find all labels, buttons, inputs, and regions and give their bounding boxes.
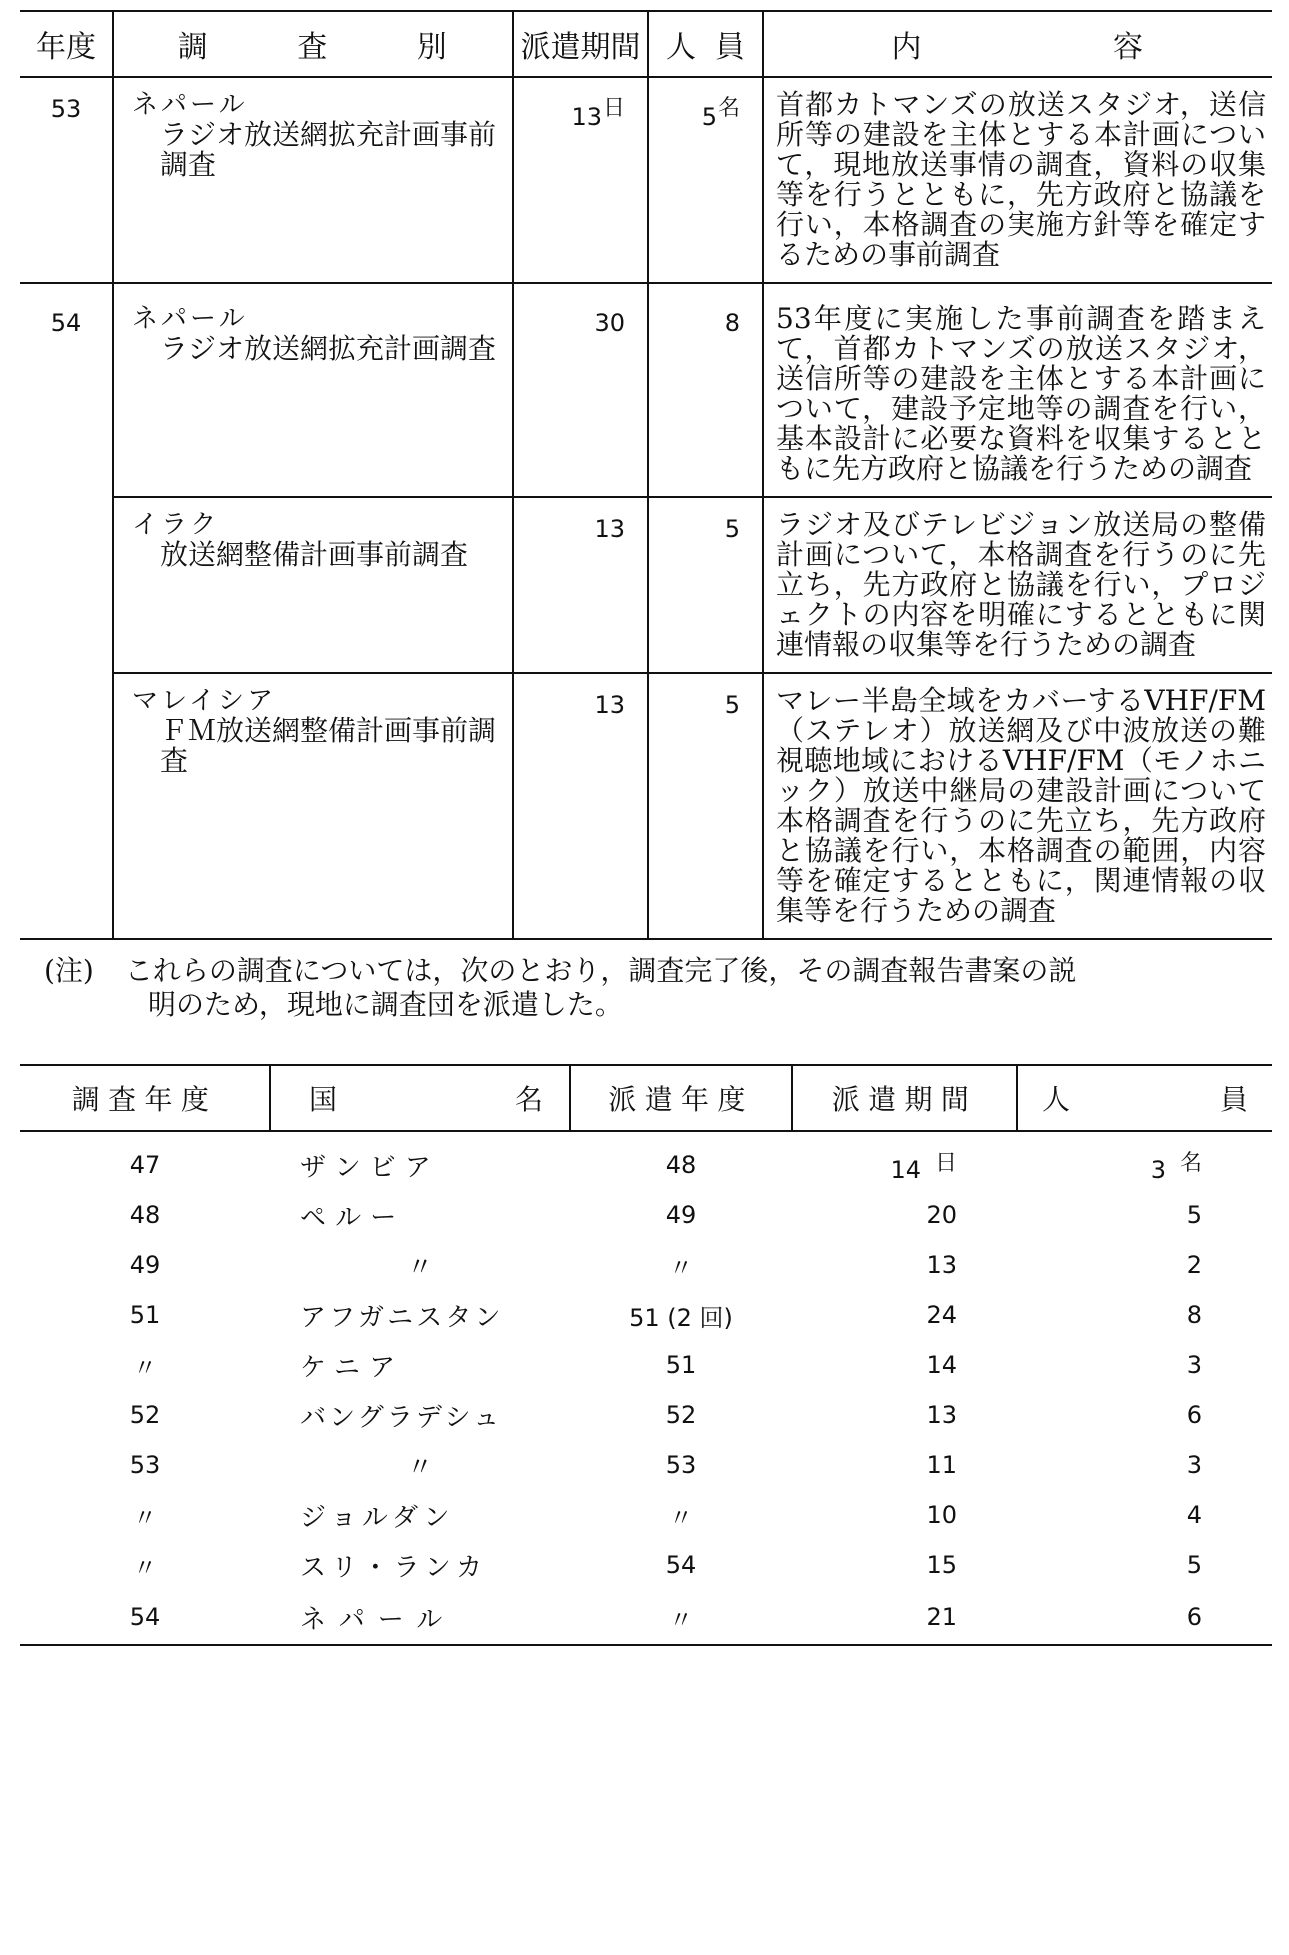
header-people: 人 員 [1017,1065,1272,1131]
survey-title: ラジオ放送網拡充計画事前調査 [160,118,497,181]
people-cell: 3 [1186,1351,1202,1379]
people-cell: 3 [1186,1451,1202,1479]
table-row [20,1540,1272,1590]
survey-cell [113,77,513,283]
table-row [20,1340,1272,1390]
people-cell: 4 [1186,1501,1202,1529]
country-cell: ザンビア [300,1152,440,1183]
note-text-line1: これらの調査については，次のとおり，調査完了後，その調査報告書案の説 [124,954,1077,987]
person-unit: 名 [1179,1151,1202,1176]
content-cell: マレー半島全域をカバーするVHF/FM（ステレオ）放送網及び中波放送の難視聴地域におけるVHF/FM（モノホニック）放送中継局の建設計画について本格調査を行うのに先立ち，先方政府と協議を行い，本格調査の範囲，内容等を確定するとともに，関連情報の収集等を行うための調査 [763,673,1272,939]
table-row [20,1240,1272,1290]
table-row [20,497,1272,673]
header-content: 内 容 [763,11,1272,77]
header-country: 国 名 [270,1065,570,1131]
period-cell: 14 $^日$ [890,1151,957,1184]
survey-title: 放送網整備計画事前調査 [160,538,469,571]
survey-year-cell: 53 [129,1451,161,1479]
dispatch-year-cell: 〃 [669,1253,693,1282]
dispatch-year-cell: 53 [665,1451,697,1479]
survey-year-cell: 〃 [133,1503,157,1532]
note-text-line2: 明のため，現地に調査団を派遣した。 [148,988,623,1021]
survey-cell [113,292,513,497]
country-cell: 〃 [406,1452,433,1483]
survey-year-cell: 52 [129,1401,161,1429]
dispatch-year-cell: 49 [665,1201,697,1229]
people-cell: 8 [648,292,763,497]
table-row [20,1290,1272,1340]
survey-title: ＦＭ放送網整備計画事前調査 [160,714,497,777]
period-cell: 21 [792,1590,1017,1645]
survey-title: ラジオ放送網拡充計画調査 [160,332,497,365]
person-unit: 名 [717,96,740,121]
survey-cell [113,497,513,673]
survey-year-cell: 51 [129,1301,161,1329]
people-cell: 3 $^名$ [1150,1151,1202,1184]
survey-table-header [20,11,1272,77]
header-survey-year: 調査年度 [20,1065,270,1131]
year-cell: 54 [20,292,113,939]
country-name: イラク [132,510,220,540]
dispatch-year-cell: 48 [665,1151,697,1179]
dispatch-year-cell: 〃 [669,1503,693,1532]
dispatch-year-cell: 51 (2 回) [629,1303,733,1332]
dispatch-year-cell: 51 [665,1351,697,1379]
header-period: 派遣期間 [513,11,648,77]
people-cell: 5 [1186,1201,1202,1229]
country-name: ネパール [132,90,248,120]
table-row [20,1590,1272,1645]
header-dispatch-period: 派遣期間 [792,1065,1017,1131]
country-cell: スリ・ランカ [300,1552,488,1583]
period-cell: 13 [513,497,648,673]
header-dispatch-year: 派遣年度 [570,1065,792,1131]
dispatch-table-header [20,1065,1272,1131]
people-cell: 8 [1186,1301,1202,1329]
period-cell: 13 [926,1401,957,1429]
day-unit: 日 [934,1151,957,1176]
country-cell: バングラデシュ [300,1402,503,1433]
period-cell: 24 [926,1301,957,1329]
country-cell: ペルー [300,1202,406,1233]
period-cell: 13 [926,1251,957,1279]
row-gap [20,283,1272,292]
people-cell: 2 [1186,1251,1202,1279]
header-survey: 調 査 別 [113,11,513,77]
dispatch-table [20,1064,1272,1646]
day-unit: 日 [602,96,625,121]
table-row [20,1440,1272,1490]
country-cell: ケニア [300,1352,405,1383]
people-cell: 6 [1186,1401,1202,1429]
period-cell: 13 [513,673,648,939]
table-row [20,77,1272,283]
country-name: ネパール [132,304,248,334]
content-cell: ラジオ及びテレビジョン放送局の整備計画について，本格調査を行うのに先立ち，先方政府と協議を行い，プロジェクトの内容を明確にするとともに関連情報の収集等を行うための調査 [763,497,1272,673]
dispatch-year-cell: 52 [665,1401,697,1429]
content-cell: 首都カトマンズの放送スタジオ，送信所等の建設を主体とする本計画について，現地放送事情の調査，資料の収集等を行うとともに，先方政府と協議を行い，本格調査の実施方針等を確定するための事前調査 [763,77,1272,283]
note [20,954,1272,1022]
dispatch-year-cell: 〃 [570,1590,792,1645]
survey-year-cell: 47 [129,1151,161,1179]
period-cell: 20 [926,1201,957,1229]
document-page [20,10,1272,1646]
content-cell: 53年度に実施した事前調査を踏まえて，首都カトマンズの放送スタジオ，送信所等の建設を主体とする本計画について，建設予定地等の調査を行い，基本設計に必要な資料を収集するとともに先方政府と協議を行うための調査 [763,292,1272,497]
survey-year-cell: 48 [129,1201,161,1229]
table-row [20,673,1272,939]
period-cell: 30 [513,292,648,497]
period-cell: 14 [926,1351,957,1379]
period-cell: 15 [926,1551,957,1579]
year-cell: 53 [20,77,113,283]
people-cell: 6 [1017,1590,1272,1645]
survey-cell [113,673,513,939]
people-cell: 5 [648,497,763,673]
country-cell: アフガニスタン [300,1302,504,1333]
table-row [20,1490,1272,1540]
survey-year-cell: 54 [20,1590,270,1645]
header-people: 人 員 [648,11,763,77]
country-cell: ジョルダン [300,1502,455,1533]
table-row [20,1190,1272,1240]
note-label: (注) [44,954,94,987]
period-cell: 10 [926,1501,957,1529]
table-row [20,1390,1272,1440]
people-cell: 5 [1186,1551,1202,1579]
people-cell: 5 [648,673,763,939]
country-cell: 〃 [406,1252,433,1283]
table-row [20,1131,1272,1190]
dispatch-year-cell: 54 [665,1551,697,1579]
survey-table [20,10,1272,940]
people-cell: $5^名$ [648,77,763,283]
table-row [20,292,1272,497]
survey-year-cell: 49 [129,1251,161,1279]
period-cell: 11 [926,1451,957,1479]
survey-year-cell: 〃 [133,1353,157,1382]
country-cell: ネパール [270,1590,570,1645]
header-year: 年度 [20,11,113,77]
country-name: マレイシア [132,686,277,716]
period-cell: $13^日$ [513,77,648,283]
survey-year-cell: 〃 [133,1553,157,1582]
